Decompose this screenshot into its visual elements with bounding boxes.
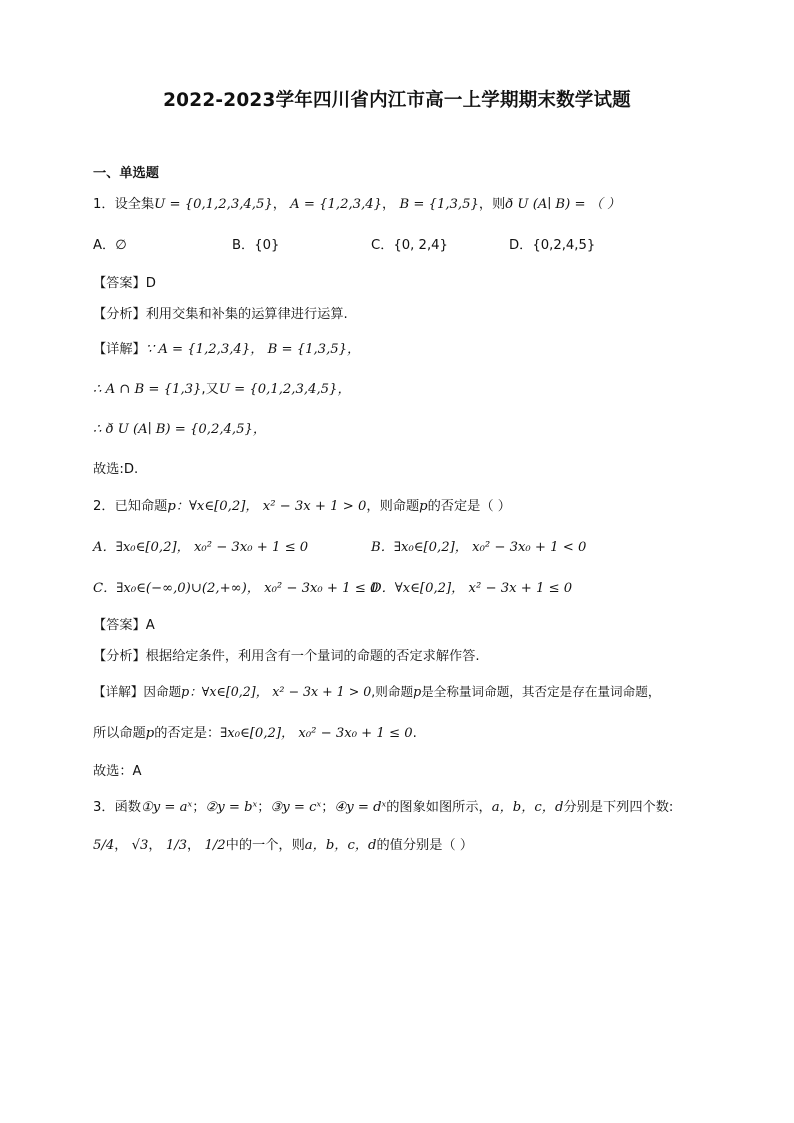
question-text: 分别是下列四个数: xyxy=(563,800,674,815)
detail-text: ,又 xyxy=(201,382,219,397)
question-number: 1． xyxy=(93,197,115,212)
option-a: A．∃x₀∈[0,2]， x₀² − 3x₀ + 1 ≤ 0 xyxy=(93,540,309,555)
option-a: A．∅ xyxy=(93,238,127,253)
math-variables: a，b，c，d xyxy=(304,838,377,853)
option-d: D．∀x∈[0,2]， x² − 3x + 1 ≤ 0 xyxy=(371,581,573,596)
math-variable: p xyxy=(145,726,155,741)
math-expression: ð U (A∣ B) = （ ） xyxy=(505,197,621,212)
detail-text: 是全称量词命题，其否定是存在量词命题， xyxy=(421,684,661,699)
option-b: B．{0} xyxy=(232,238,280,253)
math-variables: a，b，c，d xyxy=(491,800,564,815)
question-number: 3． xyxy=(93,800,115,815)
answer-value: A xyxy=(145,618,155,633)
function-2: ②y = bˣ xyxy=(205,800,258,815)
question-2-options-row-1 xyxy=(93,536,724,556)
question-2-options-row-2 xyxy=(93,577,724,597)
question-text: 的图象如图所示， xyxy=(386,800,492,815)
question-text: 的值分别是（ ） xyxy=(376,838,474,853)
detail-tag: 【详解】 xyxy=(93,684,144,699)
function-4: ④y = dˣ xyxy=(334,800,387,815)
question-text: 函数 xyxy=(114,800,141,815)
question-3-stem-continued: 5/4， √3， 1/3， 1/2中的一个，则a，b，c，d的值分别是（ ） xyxy=(93,838,474,853)
page-title: 2022-2023学年四川省内江市高一上学期期末数学试题 xyxy=(163,90,631,111)
detail-text: ,则命题 xyxy=(371,684,414,699)
math-expression: ∵ A = {1,2,3,4}， B = {1,3,5}， xyxy=(145,342,361,357)
math-expression: A = {1,2,3,4} xyxy=(290,197,383,212)
math-expression: U = {0,1,2,3,4,5} xyxy=(154,197,273,212)
question-text: ，则 xyxy=(478,197,506,212)
answer-tag: 【答案】 xyxy=(93,276,146,291)
math-expression: ∃x₀∈[0,2]， x₀² − 3x₀ + 1 ≤ 0 xyxy=(220,726,413,741)
detail-text: . xyxy=(412,726,417,741)
math-expression: ∴ ð U (A∣ B) = {0,2,4,5}， xyxy=(93,422,267,437)
math-expression: U = {0,1,2,3,4,5}， xyxy=(218,382,351,397)
detail-line xyxy=(93,338,724,357)
analysis-line xyxy=(93,303,724,322)
math-expression: p：∀x∈[0,2]， x² − 3x + 1 > 0 xyxy=(181,684,372,699)
question-text: 已知命题 xyxy=(114,499,168,514)
question-1-options xyxy=(93,234,724,254)
math-variable: p xyxy=(419,499,428,514)
detail-line xyxy=(93,681,724,700)
conclusion-line: 故选：A xyxy=(93,764,142,779)
section-heading: 一、单选题 xyxy=(93,166,159,181)
function-3: ③y = cˣ xyxy=(270,800,322,815)
number-choice: √3 xyxy=(131,838,149,853)
analysis-line xyxy=(93,645,724,664)
detail-text: 的否定是： xyxy=(154,726,221,741)
analysis-text: 利用交集和补集的运算律进行运算. xyxy=(145,307,348,322)
detail-line xyxy=(93,418,724,437)
detail-line xyxy=(93,378,724,397)
detail-text: 所以命题 xyxy=(93,726,146,741)
math-variable: p xyxy=(413,684,422,699)
question-text: 设全集 xyxy=(114,197,155,212)
question-text: 中的一个，则 xyxy=(225,838,305,853)
detail-line xyxy=(93,722,724,741)
detail-tag: 【详解】 xyxy=(93,342,146,357)
math-expression: ∴ A ∩ B = {1,3} xyxy=(93,382,202,397)
number-choice: 1/2 xyxy=(204,838,226,853)
option-c: C．{0, 2,4} xyxy=(371,238,448,253)
option-d: D．{0,2,4,5} xyxy=(509,238,596,253)
question-3-stem: 3．函数①y = aˣ；②y = bˣ；③y = cˣ；④y = dˣ的图象如图所示，a，b，c，d分别是下列四个数: xyxy=(93,800,674,815)
number-choice: 5/4 xyxy=(93,838,115,853)
analysis-text: 根据给定条件，利用含有一个量词的命题的否定求解作答. xyxy=(145,649,480,664)
option-c: C．∃x₀∈(−∞,0)∪(2,+∞)， x₀² − 3x₀ + 1 ≤ 0 xyxy=(93,581,379,596)
question-text: ，则命题 xyxy=(366,499,420,514)
answer-tag: 【答案】 xyxy=(93,618,146,633)
analysis-tag: 【分析】 xyxy=(93,307,146,322)
number-choice: 1/3 xyxy=(165,838,188,853)
answer-line xyxy=(93,614,724,633)
question-text: 的否定是（ ） xyxy=(427,499,511,514)
question-number: 2． xyxy=(93,499,115,514)
option-b: B．∃x₀∈[0,2]， x₀² − 3x₀ + 1 < 0 xyxy=(371,540,587,555)
math-expression: p：∀x∈[0,2]， x² − 3x + 1 > 0 xyxy=(167,499,367,514)
question-2-stem xyxy=(93,495,724,514)
analysis-tag: 【分析】 xyxy=(93,649,146,664)
answer-value: D xyxy=(145,276,156,291)
conclusion-line: 故选:D. xyxy=(93,462,139,477)
question-1-stem: 1．设全集U = {0,1,2,3,4,5}， A = {1,2,3,4}， B = {1,3,5}，则ð U (A∣ B) = （ ） xyxy=(93,197,621,212)
answer-line xyxy=(93,272,724,291)
function-1: ①y = aˣ xyxy=(140,800,193,815)
math-expression: B = {1,3,5} xyxy=(399,197,479,212)
detail-text: 因命题 xyxy=(143,684,182,699)
